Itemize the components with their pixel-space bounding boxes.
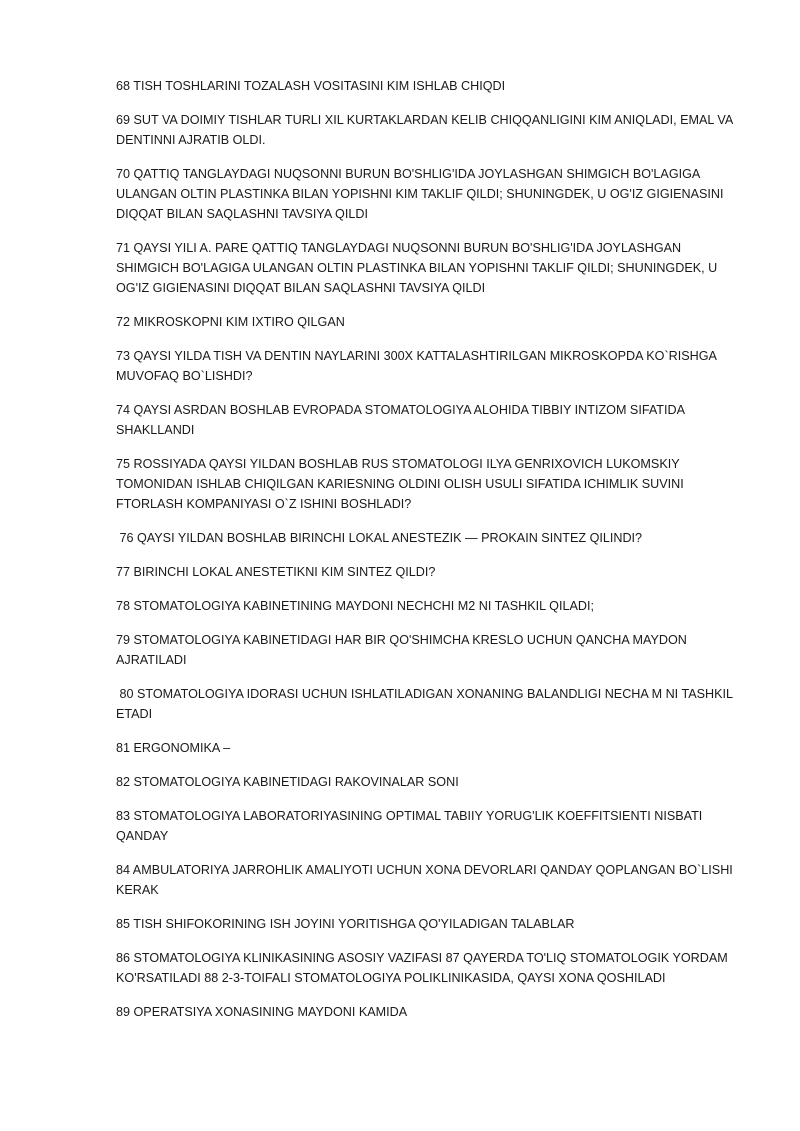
question-83: 83 STOMATOLOGIYA LABORATORIYASINING OPTIMAL TABIIY YORUG'LIK KOEFFITSIENTI NISBATI QANDAY — [116, 809, 706, 843]
question-71: 71 QAYSI YILI A. PARE QATTIQ TANGLAYDAGI NUQSONNI BURUN BO'SHLIG'IDA JOYLASHGAN SHIMGICH BO'LAGIGA ULANGAN OLTIN PLASTINKA BILAN YOPISHNI TAKLIF QILDI; SHUNINGDEK, U OG'IZ GIGIENASINI DIQQAT BILAN SAQLASHNI TAVSIYA QILDI — [116, 241, 721, 295]
question-86-88: 86 STOMATOLOGIYA KLINIKASINING ASOSIY VAZIFASI 87 QAYERDA TO'LIQ STOMATOLOGIK YORDAM KO'RSATILADI 88 2-3-TOIFALI STOMATOLOGIYA POLIKLINIKASIDA, QAYSI XONA QOSHILADI — [116, 951, 732, 985]
question-68: 68 TISH TOSHLARINI TOZALASH VOSITASINI KIM ISHLAB CHIQDI — [116, 79, 506, 93]
question-73: 73 QAYSI YILDA TISH VA DENTIN NAYLARINI 300X KATTALASHTIRILGAN MIKROSKOPDA KO`RISHGA MUVOFAQ BO`LISHDI? — [116, 349, 720, 383]
document-body — [116, 76, 740, 1036]
question-77: 77 BIRINCHI LOKAL ANESTETIKNI KIM SINTEZ QILDI? — [116, 565, 436, 579]
question-76: 76 QAYSI YILDAN BOSHLAB BIRINCHI LOKAL ANESTEZIK — PROKAIN SINTEZ QILINDI? — [116, 531, 643, 545]
question-84: 84 AMBULATORIYA JARROHLIK AMALIYOTI UCHUN XONA DEVORLARI QANDAY QOPLANGAN BO`LISHI KERAK — [116, 863, 737, 897]
question-80: 80 STOMATOLOGIYA IDORASI UCHUN ISHLATILADIGAN XONANING BALANDLIGI NECHA M NI TASHKIL ETADI — [116, 687, 737, 721]
question-74: 74 QAYSI ASRDAN BOSHLAB EVROPADA STOMATOLOGIYA ALOHIDA TIBBIY INTIZOM SIFATIDA SHAKLLANDI — [116, 403, 688, 437]
question-70: 70 QATTIQ TANGLAYDAGI NUQSONNI BURUN BO'SHLIG'IDA JOYLASHGAN SHIMGICH BO'LAGIGA ULANGAN OLTIN PLASTINKA BILAN YOPISHNI KIM TAKLIF QILDI; SHUNINGDEK, U OG'IZ GIGIENASINI DIQQAT BILAN SAQLASHNI TAVSIYA QILDI — [116, 167, 728, 221]
question-89: 89 OPERATSIYA XONASINING MAYDONI KAMIDA — [116, 1005, 408, 1019]
question-69: 69 SUT VA DOIMIY TISHLAR TURLI XIL KURTAKLARDAN KELIB CHIQQANLIGINI KIM ANIQLADI, EMAL VA DENTINNI AJRATIB OLDI. — [116, 113, 737, 147]
question-75: 75 ROSSIYADA QAYSI YILDAN BOSHLAB RUS STOMATOLOGI ILYA GENRIXOVICH LUKOMSKIY TOMONIDAN ISHLAB CHIQILGAN KARIESNING OLDINI OLISH USULI SIFATIDA ICHIMLIK SUVINI FTORLASH KOMPANIYASI O`Z ISHINI BOSHLADI? — [116, 457, 688, 511]
question-85: 85 TISH SHIFOKORINING ISH JOYINI YORITISHGA QO'YILADIGAN TALABLAR — [116, 917, 575, 931]
question-78: 78 STOMATOLOGIYA KABINETINING MAYDONI NECHCHI M2 NI TASHKIL QILADI; — [116, 599, 594, 613]
question-79: 79 STOMATOLOGIYA KABINETIDAGI HAR BIR QO'SHIMCHA KRESLO UCHUN QANCHA MAYDON AJRATILADI — [116, 633, 690, 667]
question-82: 82 STOMATOLOGIYA KABINETIDAGI RAKOVINALAR SONI — [116, 775, 459, 789]
question-81: 81 ERGONOMIKA – — [116, 741, 231, 755]
question-72: 72 MIKROSKOPNI KIM IXTIRO QILGAN — [116, 315, 345, 329]
